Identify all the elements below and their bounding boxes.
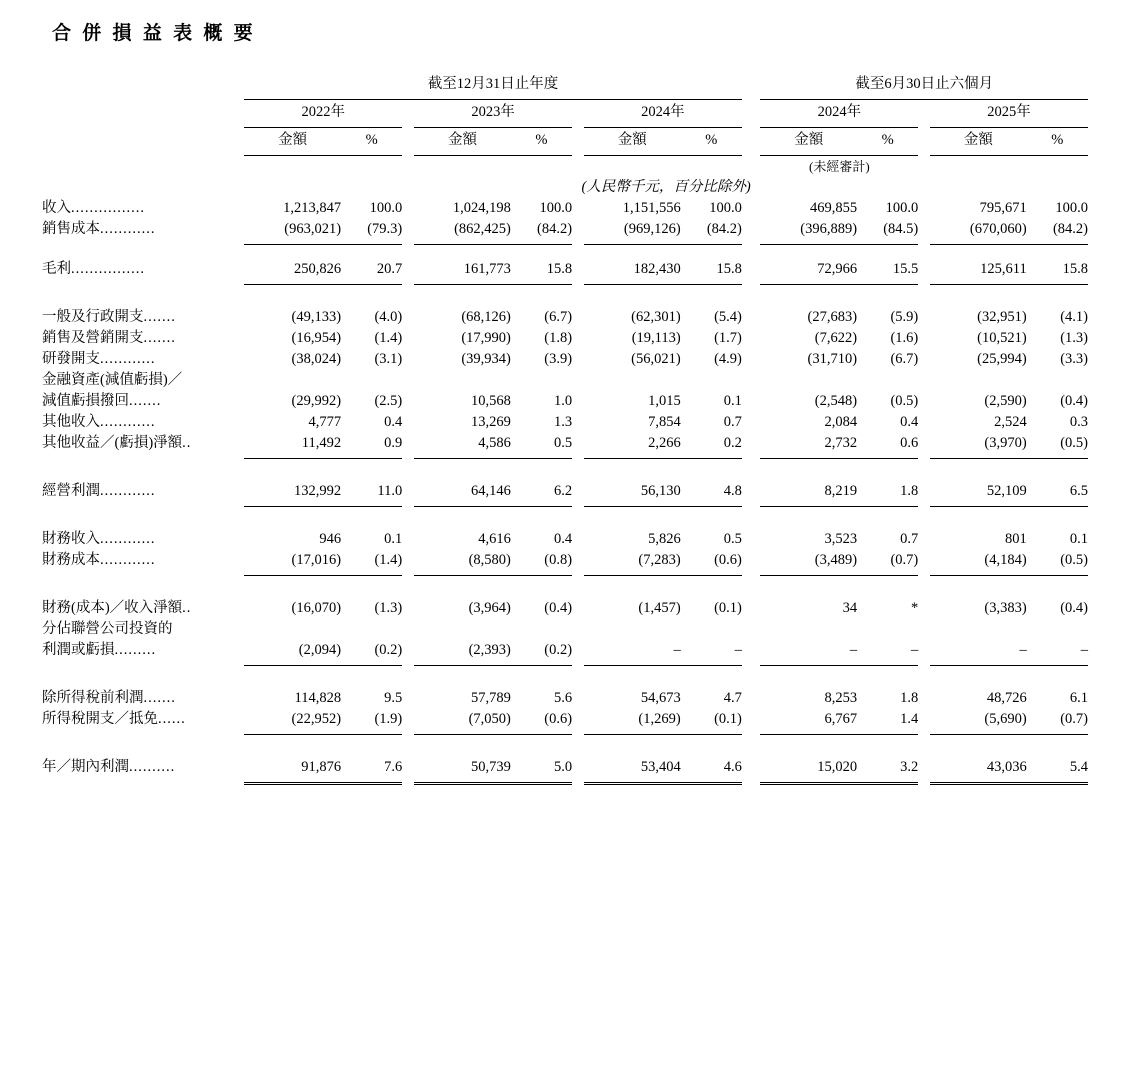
spacer	[42, 576, 1088, 597]
table-row	[42, 707, 1088, 728]
cell-amount: (39,934)	[461, 351, 511, 367]
cell-amount: 946	[319, 531, 342, 547]
cell-amount: (3,964)	[468, 600, 511, 616]
cell-percent: (0.5)	[1060, 552, 1088, 568]
cell-amount: 125,611	[980, 261, 1027, 277]
cell-amount: 6,767	[824, 711, 858, 727]
cell-percent: (0.5)	[890, 393, 919, 409]
cell-percent: (0.1)	[714, 600, 742, 616]
cell-percent: 0.1	[1069, 531, 1088, 547]
cell-percent: 15.8	[546, 261, 573, 277]
cell-percent: (4.9)	[714, 351, 742, 367]
cell-percent: 4.8	[723, 483, 742, 499]
cell-amount: (19,113)	[631, 330, 681, 346]
cell-percent: 0.4	[553, 531, 573, 547]
table-row	[42, 431, 1088, 452]
units-note-row	[42, 175, 1088, 196]
cell-percent: (2.5)	[374, 393, 403, 409]
row-label: 財務成本	[42, 552, 100, 568]
header-amount-2024-interim: 金額	[794, 132, 824, 148]
cell-percent: (84.5)	[883, 221, 919, 237]
cell-percent: (5.9)	[890, 309, 919, 325]
row-label: 財務收入	[42, 531, 100, 547]
table-row	[42, 686, 1088, 707]
cell-amount: 48,726	[986, 690, 1027, 706]
cell-amount: (3,489)	[814, 552, 858, 568]
cell-percent: 5.0	[553, 759, 573, 775]
cell-amount: (10,521)	[977, 330, 1027, 346]
cell-amount: 2,524	[994, 414, 1027, 430]
page-title: 合 併 損 益 表 概 要	[52, 23, 256, 44]
cell-amount: (963,021)	[284, 221, 342, 237]
cell-amount: (27,683)	[807, 309, 858, 325]
cell-amount: 2,266	[648, 435, 681, 451]
row-leader: ..	[182, 435, 192, 451]
cell-amount: (1,269)	[638, 711, 681, 727]
row-leader: ............	[100, 414, 156, 430]
row-label: 收入	[42, 200, 71, 216]
cell-amount: (3,383)	[984, 600, 1027, 616]
cell-percent: (0.6)	[714, 552, 742, 568]
cell-amount: 114,828	[294, 690, 342, 706]
cell-amount: 54,673	[640, 690, 681, 706]
row-label: 所得稅開支／抵免	[42, 711, 158, 727]
cell-percent: (1.3)	[1060, 330, 1088, 346]
table-row	[42, 479, 1088, 500]
cell-amount: 43,036	[986, 759, 1027, 775]
cell-percent: 0.5	[723, 531, 742, 547]
table-row	[42, 257, 1088, 278]
cell-percent: (1.6)	[890, 330, 919, 346]
cell-amount: 72,966	[817, 261, 858, 277]
cell-amount: 3,523	[824, 531, 858, 547]
cell-percent: (6.7)	[890, 351, 919, 367]
cell-amount: 8,219	[824, 483, 858, 499]
row-label: 財務(成本)／收入淨額	[42, 600, 183, 616]
row-leader: ............	[100, 483, 156, 499]
cell-percent: 5.4	[1069, 759, 1088, 775]
row-leader: ............	[100, 552, 156, 568]
header-amount-2024: 金額	[617, 132, 647, 148]
table-row	[42, 196, 1088, 217]
row-leader: ................	[71, 261, 145, 277]
cell-amount: 64,146	[471, 483, 511, 499]
cell-percent: (1.3)	[374, 600, 403, 616]
unaudited-note-row	[42, 156, 1088, 176]
cell-amount: (56,021)	[631, 351, 681, 367]
row-leader: ......	[158, 711, 186, 727]
cell-amount: (7,283)	[638, 552, 681, 568]
cell-percent: (0.4)	[1060, 600, 1088, 616]
header-percent-2023: %	[535, 132, 548, 148]
cell-amount: (38,024)	[291, 351, 342, 367]
row-label: 其他收益／(虧損)淨額	[42, 435, 183, 451]
row-leader: ................	[71, 200, 145, 216]
cell-amount: (16,070)	[291, 600, 342, 616]
cell-amount: (32,951)	[977, 309, 1027, 325]
cell-percent: (1.7)	[714, 330, 742, 346]
row-leader: .......	[143, 309, 176, 325]
cell-amount: (1,457)	[638, 600, 681, 616]
cell-percent: 15.8	[716, 261, 742, 277]
spacer	[42, 245, 1088, 258]
table-row	[42, 548, 1088, 569]
cell-amount: 801	[1004, 531, 1027, 547]
row-leader: ............	[100, 221, 156, 237]
table-row	[42, 638, 1088, 659]
cell-percent: (0.5)	[1060, 435, 1088, 451]
cell-amount: 50,739	[471, 759, 511, 775]
cell-percent: (0.2)	[544, 642, 573, 658]
cell-percent: (4.0)	[374, 309, 403, 325]
table-row	[42, 617, 1088, 638]
cell-amount: 1,015	[648, 393, 681, 409]
cell-amount: 57,789	[471, 690, 511, 706]
cell-percent: 0.4	[384, 414, 403, 430]
income-statement-table	[42, 72, 1088, 785]
cell-amount: 795,671	[979, 200, 1027, 216]
cell-amount: (5,690)	[984, 711, 1027, 727]
cell-amount: 4,616	[478, 531, 511, 547]
cell-percent: 3.2	[900, 759, 919, 775]
cell-amount: 4,586	[478, 435, 511, 451]
row-label: 一般及行政開支	[42, 309, 144, 325]
cell-percent: (5.4)	[714, 309, 742, 325]
header-group-row	[42, 72, 1088, 93]
cell-percent: 1.8	[900, 690, 919, 706]
cell-percent: 100.0	[369, 200, 403, 216]
cell-amount: 5,826	[648, 531, 681, 547]
row-leader: ............	[100, 351, 156, 367]
cell-amount: (68,126)	[461, 309, 511, 325]
row-label: 減值虧損撥回	[42, 393, 129, 409]
cell-amount: (17,990)	[461, 330, 511, 346]
cell-percent: 6.1	[1069, 690, 1088, 706]
cell-amount: 2,084	[824, 414, 858, 430]
row-label: 銷售成本	[42, 221, 100, 237]
cell-percent: 15.5	[892, 261, 919, 277]
header-amount-2025-interim: 金額	[963, 132, 993, 148]
cell-percent: –	[911, 642, 919, 658]
cell-amount: 2,732	[824, 435, 858, 451]
cell-percent: 100.0	[709, 200, 742, 216]
cell-amount: 11,492	[301, 435, 342, 451]
row-leader: .......	[129, 393, 162, 409]
header-period-2024-interim: 2024年	[817, 104, 862, 120]
cell-amount: (25,994)	[977, 351, 1027, 367]
row-label: 銷售及營銷開支	[42, 330, 144, 346]
row-leader: ............	[100, 531, 156, 547]
cell-percent: 20.7	[376, 261, 403, 277]
cell-amount: 34	[842, 600, 858, 616]
cell-percent: 0.4	[900, 414, 919, 430]
header-percent-2024-interim: %	[881, 132, 894, 148]
row-label: 毛利	[42, 261, 71, 277]
cell-amount: 53,404	[640, 759, 681, 775]
cell-amount: 4,777	[308, 414, 342, 430]
cell-percent: (0.8)	[544, 552, 573, 568]
cell-percent: (0.6)	[544, 711, 573, 727]
row-label: 年／期內利潤	[42, 759, 129, 775]
header-period-row	[42, 100, 1088, 122]
cell-amount: (396,889)	[800, 221, 858, 237]
table-row	[42, 217, 1088, 238]
cell-percent: 0.6	[900, 435, 919, 451]
cell-percent: (3.9)	[544, 351, 573, 367]
unaudited-note: (未經審計)	[809, 159, 870, 174]
cell-amount: 182,430	[633, 261, 681, 277]
cell-percent: 4.6	[723, 759, 742, 775]
cell-percent: 6.2	[553, 483, 573, 499]
cell-amount: (2,094)	[298, 642, 342, 658]
cell-amount: (862,425)	[454, 221, 511, 237]
cell-amount: –	[1019, 642, 1027, 658]
spacer	[42, 507, 1088, 528]
header-group-annual: 截至12月31日止年度	[427, 76, 559, 92]
cell-percent: (84.2)	[1052, 221, 1088, 237]
cell-amount: (29,992)	[291, 393, 342, 409]
header-group-interim: 截至6月30日止六個月	[855, 76, 994, 92]
cell-percent: 1.8	[900, 483, 919, 499]
cell-amount: (7,050)	[468, 711, 511, 727]
cell-percent: (4.1)	[1060, 309, 1088, 325]
units-note: (人民幣千元，百分比除外)	[581, 179, 751, 195]
header-amount-2023: 金額	[447, 132, 477, 148]
cell-percent: (84.2)	[706, 221, 742, 237]
cell-amount: 52,109	[986, 483, 1027, 499]
table-row	[42, 305, 1088, 326]
cell-percent: *	[911, 600, 919, 616]
table-row	[42, 347, 1088, 368]
row-label: 除所得稅前利潤	[42, 690, 144, 706]
cell-percent: 0.5	[553, 435, 573, 451]
cell-percent: –	[734, 642, 742, 658]
cell-amount: (3,970)	[984, 435, 1027, 451]
cell-percent: 1.4	[900, 711, 919, 727]
cell-amount: 7,854	[648, 414, 681, 430]
cell-percent: 1.3	[553, 414, 573, 430]
cell-percent: 0.9	[384, 435, 403, 451]
cell-amount: (31,710)	[807, 351, 858, 367]
cell-amount: 91,876	[301, 759, 342, 775]
cell-percent: 9.5	[384, 690, 403, 706]
row-leader: .......	[143, 690, 176, 706]
header-sub-row	[42, 128, 1088, 150]
cell-percent: 0.1	[384, 531, 403, 547]
cell-amount: 469,855	[809, 200, 858, 216]
cell-amount: –	[849, 642, 858, 658]
cell-percent: (3.3)	[1060, 351, 1088, 367]
cell-percent: 0.1	[723, 393, 742, 409]
cell-percent: (1.8)	[544, 330, 573, 346]
cell-percent: (79.3)	[367, 221, 403, 237]
total-rule	[42, 776, 1088, 784]
cell-amount: (17,016)	[291, 552, 342, 568]
cell-percent: (0.4)	[544, 600, 573, 616]
row-leader: .........	[114, 642, 157, 658]
cell-percent: (0.7)	[890, 552, 919, 568]
cell-percent: 7.6	[384, 759, 403, 775]
cell-amount: (62,301)	[631, 309, 681, 325]
header-amount-2022: 金額	[278, 132, 308, 148]
row-label: 研發開支	[42, 351, 100, 367]
cell-percent: 6.5	[1069, 483, 1088, 499]
cell-percent: 15.8	[1062, 261, 1088, 277]
table-row	[42, 755, 1088, 776]
header-period-2024: 2024年	[641, 104, 685, 120]
row-label: 經營利潤	[42, 483, 100, 499]
cell-amount: 1,151,556	[622, 200, 681, 216]
cell-percent: 0.7	[723, 414, 742, 430]
header-period-2022: 2022年	[301, 104, 345, 120]
cell-percent: 100.0	[539, 200, 573, 216]
cell-percent: 4.7	[723, 690, 742, 706]
cell-percent: (1.4)	[374, 552, 403, 568]
table-row	[42, 527, 1088, 548]
spacer	[42, 666, 1088, 687]
header-percent-2024: %	[705, 132, 718, 148]
cell-amount: 10,568	[471, 393, 511, 409]
table-row	[42, 326, 1088, 347]
table-row	[42, 389, 1088, 410]
cell-amount: (22,952)	[291, 711, 342, 727]
cell-amount: (8,580)	[468, 552, 511, 568]
cell-amount: (2,590)	[984, 393, 1027, 409]
cell-amount: (7,622)	[814, 330, 858, 346]
cell-percent: (3.1)	[374, 351, 403, 367]
cell-percent: (1.9)	[374, 711, 403, 727]
cell-amount: 161,773	[463, 261, 511, 277]
cell-percent: 100.0	[1055, 200, 1088, 216]
row-label: 分佔聯營公司投資的	[42, 621, 173, 637]
cell-percent: (6.7)	[544, 309, 573, 325]
cell-percent: 5.6	[553, 690, 573, 706]
row-label: 利潤或虧損	[42, 642, 115, 658]
cell-percent: (0.1)	[714, 711, 742, 727]
table-row	[42, 410, 1088, 431]
cell-percent: 0.2	[723, 435, 742, 451]
cell-percent: (84.2)	[537, 221, 573, 237]
cell-amount: 15,020	[817, 759, 858, 775]
row-label: 金融資產(減值虧損)／	[42, 372, 183, 388]
cell-amount: 13,269	[471, 414, 511, 430]
row-leader: .......	[143, 330, 176, 346]
cell-percent: (1.4)	[374, 330, 403, 346]
cell-amount: (969,126)	[623, 221, 681, 237]
cell-percent: –	[1080, 642, 1088, 658]
cell-percent: (0.2)	[374, 642, 403, 658]
row-leader: ..........	[129, 759, 176, 775]
cell-amount: 132,992	[293, 483, 342, 499]
cell-percent: 11.0	[377, 483, 403, 499]
cell-amount: 1,024,198	[452, 200, 511, 216]
cell-percent: 1.0	[553, 393, 573, 409]
header-percent-2025-interim: %	[1051, 132, 1064, 148]
header-period-2023: 2023年	[471, 104, 515, 120]
cell-amount: (2,393)	[468, 642, 511, 658]
row-label: 其他收入	[42, 414, 100, 430]
table-row	[42, 596, 1088, 617]
cell-amount: (16,954)	[291, 330, 342, 346]
spacer	[42, 285, 1088, 306]
cell-percent: 100.0	[885, 200, 919, 216]
spacer	[42, 735, 1088, 756]
cell-amount: (4,184)	[984, 552, 1027, 568]
cell-percent: 0.3	[1069, 414, 1088, 430]
header-percent-2022: %	[365, 132, 378, 148]
cell-percent: 0.7	[900, 531, 919, 547]
table-row	[42, 368, 1088, 389]
cell-amount: –	[673, 642, 681, 658]
spacer	[42, 459, 1088, 480]
row-leader: ..	[182, 600, 192, 616]
cell-amount: (49,133)	[291, 309, 342, 325]
header-period-2025-interim: 2025年	[987, 104, 1031, 120]
cell-amount: 56,130	[640, 483, 681, 499]
cell-amount: (670,060)	[969, 221, 1027, 237]
cell-percent: (0.4)	[1060, 393, 1088, 409]
cell-amount: 8,253	[824, 690, 858, 706]
cell-amount: 1,213,847	[283, 200, 342, 216]
cell-percent: (0.7)	[1060, 711, 1088, 727]
cell-amount: (2,548)	[814, 393, 858, 409]
cell-amount: 250,826	[293, 261, 342, 277]
